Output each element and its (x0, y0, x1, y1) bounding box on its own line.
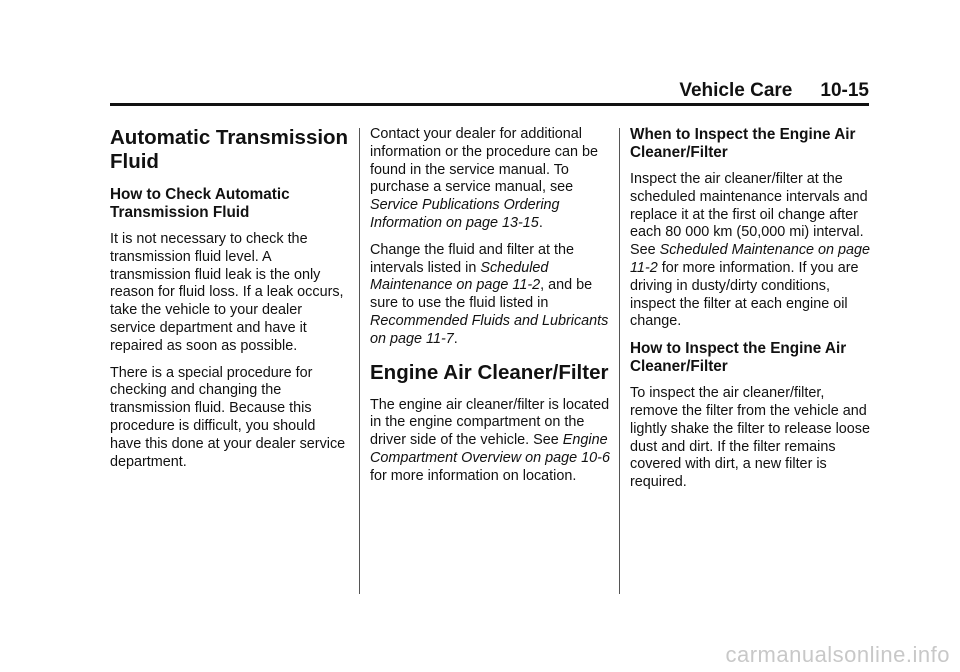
paragraph: There is a special procedure for checking and changing the transmission fluid. Because this procedure is difficult, you should have this done at your dealer service department. (110, 364, 346, 470)
paragraph (370, 126, 610, 233)
subheading-when-to-inspect: When to Inspect the Engine Air Cleaner/Filter (630, 126, 856, 161)
page-header (679, 80, 869, 102)
text-span: . (453, 330, 458, 347)
paragraph (370, 242, 610, 349)
column-2 (370, 126, 610, 495)
cross-reference-link[interactable]: Scheduled Maintenance on page 11-2 (630, 242, 871, 276)
text-span: Contact your dealer for additional information or the procedure can be found in the service manual. To purchase a service manual, see (370, 126, 598, 196)
cross-reference-link[interactable]: Service Publications Ordering Information on page 13-15 (370, 197, 560, 231)
text-span: for more information on location. (370, 467, 577, 484)
column-1 (110, 126, 350, 480)
header-rule (110, 103, 869, 106)
paragraph (370, 397, 610, 486)
column-divider (359, 128, 360, 594)
cross-reference-link[interactable]: Scheduled Maintenance on page 11-2 (370, 259, 549, 294)
page-number: 10-15 (820, 80, 869, 101)
column-3 (630, 126, 875, 501)
text-span: . (538, 214, 543, 231)
section-heading-air-cleaner: Engine Air Cleaner/Filter (370, 360, 609, 384)
paragraph: It is not necessary to check the transmission fluid level. A transmission fluid leak is the only reason for fluid loss. If a leak occurs, take the vehicle to your dealer service department and have it repaired as soon as possible. (110, 231, 344, 354)
subheading-check-fluid: How to Check Automatic Transmission Fluid (110, 186, 290, 221)
paragraph (630, 171, 875, 331)
watermark: carmanualsonline.info (725, 642, 950, 667)
column-divider (619, 128, 620, 594)
text-span: Change the fluid and filter at the intervals listed in (370, 241, 575, 276)
section-title: Vehicle Care (679, 80, 793, 101)
cross-reference-link[interactable]: Recommended Fluids and Lubricants on page 11-7 (370, 312, 609, 347)
section-heading-transmission-fluid: Automatic Transmission Fluid (110, 126, 349, 173)
text-span: for more information. If you are driving in dusty/dirty conditions, inspect the filter at each engine oil change. (630, 259, 859, 330)
text-span: The engine air cleaner/filter is located in the engine compartment on the driver side of the vehicle. See (370, 396, 610, 449)
text-span: , and be sure to use the fluid listed in (370, 277, 593, 312)
subheading-how-to-inspect: How to Inspect the Engine Air Cleaner/Filter (630, 340, 847, 376)
text-span: Inspect the air cleaner/filter at the scheduled maintenance intervals and replace it at the first oil change after each 80 000 km (50,000 mi) interval. See (630, 171, 868, 259)
cross-reference-link[interactable]: Engine Compartment Overview on page 10-6 (370, 432, 610, 466)
paragraph: To inspect the air cleaner/filter, remove the filter from the vehicle and lightly shake the filter to release loose dust and dirt. If the filter remains covered with dirt, a new filter is required. (630, 385, 870, 491)
